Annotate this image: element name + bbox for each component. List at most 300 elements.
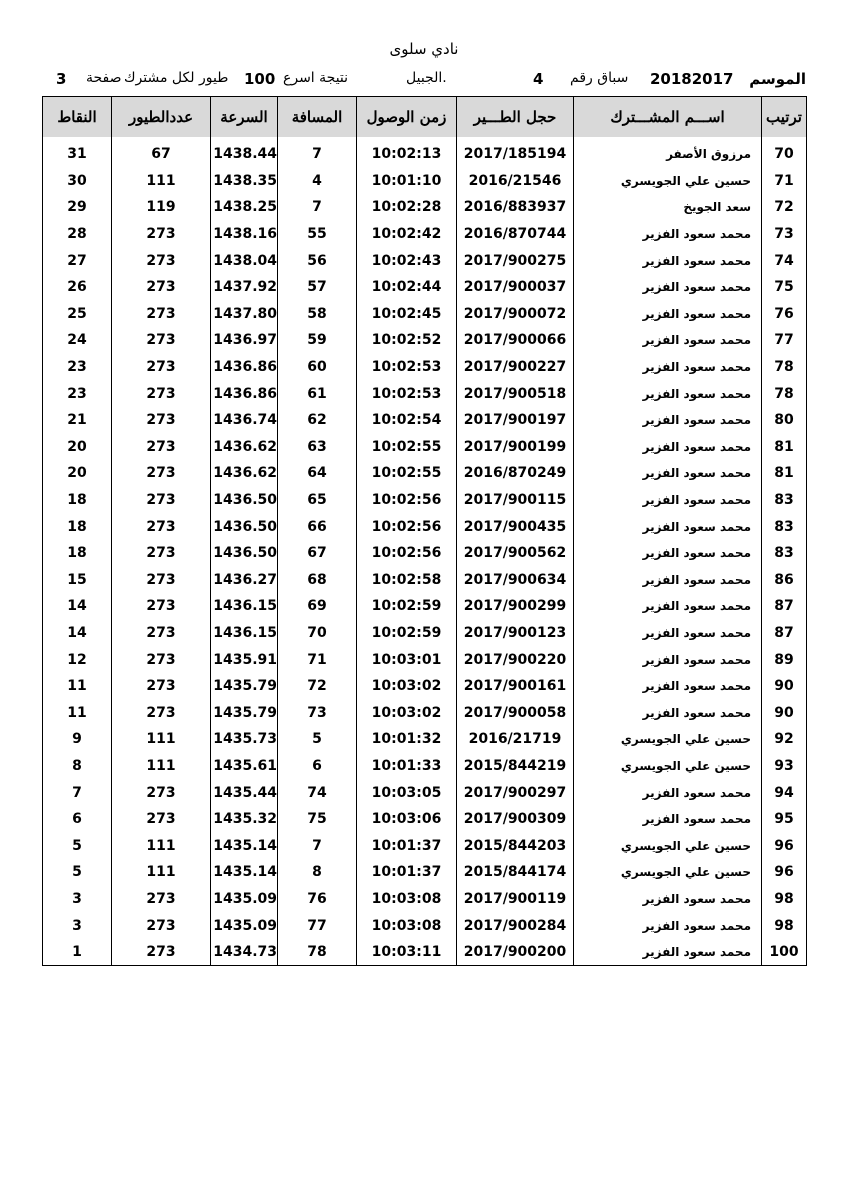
distance-cell: 69 bbox=[278, 593, 357, 620]
ring-cell: 2017/185194 bbox=[457, 141, 574, 168]
speed-cell: 1438.04 bbox=[211, 247, 278, 274]
rank-cell: 77 bbox=[762, 327, 807, 354]
birds-count-cell: 111 bbox=[112, 168, 211, 195]
points-cell: 26 bbox=[43, 274, 112, 301]
speed-cell: 1434.73 bbox=[211, 939, 278, 966]
points-cell: 3 bbox=[43, 886, 112, 913]
distance-cell: 63 bbox=[278, 434, 357, 461]
points-cell: 12 bbox=[43, 646, 112, 673]
member-name-cell: محمد سعود الفزير bbox=[574, 646, 762, 673]
distance-cell: 74 bbox=[278, 779, 357, 806]
rank-cell: 83 bbox=[762, 513, 807, 540]
distance-cell: 73 bbox=[278, 699, 357, 726]
arrival-time-cell: 10:02:56 bbox=[357, 487, 457, 514]
arrival-time-cell: 10:03:08 bbox=[357, 886, 457, 913]
col-points: النقاط bbox=[43, 97, 112, 138]
points-cell: 11 bbox=[43, 673, 112, 700]
member-name-cell: محمد سعود الفزير bbox=[574, 487, 762, 514]
member-name-cell: محمد سعود الفزير bbox=[574, 247, 762, 274]
distance-cell: 5 bbox=[278, 726, 357, 753]
member-name-cell: حسين علي الجويسري bbox=[574, 726, 762, 753]
result-label: نتيجة اسرع bbox=[283, 70, 349, 86]
table-row bbox=[43, 301, 807, 328]
speed-cell: 1437.80 bbox=[211, 301, 278, 328]
member-name-cell: محمد سعود الفزير bbox=[574, 380, 762, 407]
birds-count-cell: 273 bbox=[112, 567, 211, 594]
result-count: 100 bbox=[244, 70, 276, 88]
results-table bbox=[42, 96, 807, 966]
distance-cell: 7 bbox=[278, 832, 357, 859]
points-cell: 21 bbox=[43, 407, 112, 434]
ring-cell: 2016/870744 bbox=[457, 221, 574, 248]
distance-cell: 75 bbox=[278, 806, 357, 833]
col-member: اســـم المشـــترك bbox=[574, 97, 762, 138]
distance-cell: 7 bbox=[278, 141, 357, 168]
arrival-time-cell: 10:01:10 bbox=[357, 168, 457, 195]
table-row bbox=[43, 354, 807, 381]
arrival-time-cell: 10:01:33 bbox=[357, 753, 457, 780]
points-cell: 5 bbox=[43, 832, 112, 859]
rank-cell: 70 bbox=[762, 141, 807, 168]
rank-cell: 90 bbox=[762, 699, 807, 726]
distance-cell: 76 bbox=[278, 886, 357, 913]
member-name-cell: محمد سعود الفزير bbox=[574, 221, 762, 248]
birds-count-cell: 273 bbox=[112, 327, 211, 354]
speed-cell: 1438.44 bbox=[211, 141, 278, 168]
points-cell: 18 bbox=[43, 540, 112, 567]
rank-cell: 94 bbox=[762, 779, 807, 806]
table-row bbox=[43, 806, 807, 833]
birds-count-cell: 273 bbox=[112, 247, 211, 274]
ring-cell: 2017/900058 bbox=[457, 699, 574, 726]
speed-cell: 1435.91 bbox=[211, 646, 278, 673]
arrival-time-cell: 10:03:06 bbox=[357, 806, 457, 833]
table-row bbox=[43, 939, 807, 966]
distance-cell: 65 bbox=[278, 487, 357, 514]
birds-count-cell: 111 bbox=[112, 832, 211, 859]
points-cell: 15 bbox=[43, 567, 112, 594]
points-cell: 23 bbox=[43, 380, 112, 407]
points-cell: 24 bbox=[43, 327, 112, 354]
distance-cell: 60 bbox=[278, 354, 357, 381]
speed-cell: 1436.27 bbox=[211, 567, 278, 594]
arrival-time-cell: 10:01:37 bbox=[357, 859, 457, 886]
member-name-cell: محمد سعود الفزير bbox=[574, 301, 762, 328]
distance-cell: 57 bbox=[278, 274, 357, 301]
ring-cell: 2016/883937 bbox=[457, 194, 574, 221]
points-cell: 3 bbox=[43, 912, 112, 939]
table-row bbox=[43, 567, 807, 594]
ring-cell: 2017/900435 bbox=[457, 513, 574, 540]
ring-cell: 2017/900518 bbox=[457, 380, 574, 407]
rank-cell: 80 bbox=[762, 407, 807, 434]
ring-cell: 2017/900037 bbox=[457, 274, 574, 301]
speed-cell: 1437.92 bbox=[211, 274, 278, 301]
arrival-time-cell: 10:02:59 bbox=[357, 620, 457, 647]
rank-cell: 75 bbox=[762, 274, 807, 301]
points-cell: 11 bbox=[43, 699, 112, 726]
distance-cell: 58 bbox=[278, 301, 357, 328]
distance-cell: 71 bbox=[278, 646, 357, 673]
member-name-cell: محمد سعود الفزير bbox=[574, 327, 762, 354]
points-cell: 9 bbox=[43, 726, 112, 753]
rank-cell: 90 bbox=[762, 673, 807, 700]
birds-count-cell: 111 bbox=[112, 859, 211, 886]
race-value: 4 bbox=[533, 70, 544, 88]
table-row bbox=[43, 513, 807, 540]
ring-cell: 2015/844203 bbox=[457, 832, 574, 859]
points-cell: 25 bbox=[43, 301, 112, 328]
speed-cell: 1438.16 bbox=[211, 221, 278, 248]
points-cell: 29 bbox=[43, 194, 112, 221]
table-row bbox=[43, 168, 807, 195]
birds-count-cell: 273 bbox=[112, 699, 211, 726]
ring-cell: 2017/900123 bbox=[457, 620, 574, 647]
table-row bbox=[43, 646, 807, 673]
speed-cell: 1435.09 bbox=[211, 912, 278, 939]
distance-cell: 72 bbox=[278, 673, 357, 700]
birds-count-cell: 111 bbox=[112, 753, 211, 780]
table-row bbox=[43, 886, 807, 913]
speed-cell: 1435.14 bbox=[211, 832, 278, 859]
rank-cell: 83 bbox=[762, 487, 807, 514]
birds-count-cell: 273 bbox=[112, 939, 211, 966]
ring-cell: 2017/900197 bbox=[457, 407, 574, 434]
table-row bbox=[43, 699, 807, 726]
birds-count-cell: 273 bbox=[112, 673, 211, 700]
birds-count-cell: 273 bbox=[112, 380, 211, 407]
points-cell: 31 bbox=[43, 141, 112, 168]
birds-count-cell: 273 bbox=[112, 779, 211, 806]
table-row bbox=[43, 434, 807, 461]
table-row bbox=[43, 327, 807, 354]
ring-cell: 2017/900227 bbox=[457, 354, 574, 381]
arrival-time-cell: 10:02:43 bbox=[357, 247, 457, 274]
points-cell: 23 bbox=[43, 354, 112, 381]
ring-cell: 2017/900066 bbox=[457, 327, 574, 354]
speed-cell: 1436.86 bbox=[211, 380, 278, 407]
ring-cell: 2017/900562 bbox=[457, 540, 574, 567]
arrival-time-cell: 10:02:58 bbox=[357, 567, 457, 594]
distance-cell: 61 bbox=[278, 380, 357, 407]
rank-cell: 89 bbox=[762, 646, 807, 673]
ring-cell: 2017/900284 bbox=[457, 912, 574, 939]
season-label: الموسم bbox=[749, 70, 806, 88]
member-name-cell: محمد سعود الفزير bbox=[574, 779, 762, 806]
birds-count-cell: 119 bbox=[112, 194, 211, 221]
distance-cell: 68 bbox=[278, 567, 357, 594]
distance-cell: 6 bbox=[278, 753, 357, 780]
arrival-time-cell: 10:02:53 bbox=[357, 354, 457, 381]
birds-count-cell: 273 bbox=[112, 806, 211, 833]
distance-cell: 56 bbox=[278, 247, 357, 274]
distance-cell: 77 bbox=[278, 912, 357, 939]
speed-cell: 1435.09 bbox=[211, 886, 278, 913]
arrival-time-cell: 10:01:37 bbox=[357, 832, 457, 859]
member-name-cell: محمد سعود الفزير bbox=[574, 939, 762, 966]
table-row bbox=[43, 726, 807, 753]
speed-cell: 1436.74 bbox=[211, 407, 278, 434]
rank-cell: 76 bbox=[762, 301, 807, 328]
col-rank: ترتيب bbox=[762, 97, 807, 138]
speed-cell: 1436.15 bbox=[211, 593, 278, 620]
page-number: 3 bbox=[56, 70, 67, 88]
header-row bbox=[43, 97, 807, 138]
rank-cell: 100 bbox=[762, 939, 807, 966]
distance-cell: 55 bbox=[278, 221, 357, 248]
rank-cell: 86 bbox=[762, 567, 807, 594]
arrival-time-cell: 10:03:01 bbox=[357, 646, 457, 673]
member-name-cell: محمد سعود الفزير bbox=[574, 434, 762, 461]
rank-cell: 87 bbox=[762, 593, 807, 620]
speed-cell: 1436.86 bbox=[211, 354, 278, 381]
table-row bbox=[43, 487, 807, 514]
distance-cell: 8 bbox=[278, 859, 357, 886]
points-cell: 20 bbox=[43, 434, 112, 461]
member-name-cell: محمد سعود الفزير bbox=[574, 912, 762, 939]
birds-count-cell: 273 bbox=[112, 274, 211, 301]
arrival-time-cell: 10:03:11 bbox=[357, 939, 457, 966]
ring-cell: 2017/900220 bbox=[457, 646, 574, 673]
location: الجبيل. bbox=[406, 70, 447, 86]
rank-cell: 83 bbox=[762, 540, 807, 567]
points-cell: 6 bbox=[43, 806, 112, 833]
rank-cell: 78 bbox=[762, 354, 807, 381]
distance-cell: 62 bbox=[278, 407, 357, 434]
birds-count-cell: 273 bbox=[112, 513, 211, 540]
col-distance: المسافة bbox=[278, 97, 357, 138]
ring-cell: 2017/900200 bbox=[457, 939, 574, 966]
distance-cell: 4 bbox=[278, 168, 357, 195]
table-row bbox=[43, 912, 807, 939]
birds-count-cell: 273 bbox=[112, 434, 211, 461]
arrival-time-cell: 10:02:13 bbox=[357, 141, 457, 168]
rank-cell: 93 bbox=[762, 753, 807, 780]
table-row bbox=[43, 620, 807, 647]
table-row bbox=[43, 673, 807, 700]
points-cell: 1 bbox=[43, 939, 112, 966]
race-label: سباق رقم bbox=[570, 70, 629, 86]
member-name-cell: محمد سعود الفزير bbox=[574, 699, 762, 726]
ring-cell: 2017/900199 bbox=[457, 434, 574, 461]
member-name-cell: محمد سعود الفزير bbox=[574, 354, 762, 381]
arrival-time-cell: 10:03:05 bbox=[357, 779, 457, 806]
arrival-time-cell: 10:02:42 bbox=[357, 221, 457, 248]
speed-cell: 1435.44 bbox=[211, 779, 278, 806]
ring-cell: 2017/900119 bbox=[457, 886, 574, 913]
member-name-cell: محمد سعود الفزير bbox=[574, 593, 762, 620]
birds-count-cell: 273 bbox=[112, 540, 211, 567]
arrival-time-cell: 10:02:59 bbox=[357, 593, 457, 620]
table-row bbox=[43, 221, 807, 248]
rank-cell: 95 bbox=[762, 806, 807, 833]
rank-cell: 87 bbox=[762, 620, 807, 647]
points-cell: 30 bbox=[43, 168, 112, 195]
ring-cell: 2017/900161 bbox=[457, 673, 574, 700]
ring-cell: 2017/900115 bbox=[457, 487, 574, 514]
points-cell: 7 bbox=[43, 779, 112, 806]
points-cell: 18 bbox=[43, 487, 112, 514]
speed-cell: 1435.14 bbox=[211, 859, 278, 886]
points-cell: 5 bbox=[43, 859, 112, 886]
birds-count-cell: 273 bbox=[112, 354, 211, 381]
table-row bbox=[43, 779, 807, 806]
distance-cell: 64 bbox=[278, 460, 357, 487]
speed-cell: 1435.32 bbox=[211, 806, 278, 833]
arrival-time-cell: 10:03:02 bbox=[357, 699, 457, 726]
birds-count-cell: 273 bbox=[112, 912, 211, 939]
ring-cell: 2017/900297 bbox=[457, 779, 574, 806]
season-value: 20182017 bbox=[650, 70, 734, 88]
speed-cell: 1436.62 bbox=[211, 460, 278, 487]
ring-cell: 2016/21546 bbox=[457, 168, 574, 195]
rank-cell: 96 bbox=[762, 859, 807, 886]
speed-cell: 1438.25 bbox=[211, 194, 278, 221]
table-row bbox=[43, 141, 807, 168]
member-name-cell: محمد سعود الفزير bbox=[574, 460, 762, 487]
table-row bbox=[43, 540, 807, 567]
arrival-time-cell: 10:02:55 bbox=[357, 434, 457, 461]
rank-cell: 78 bbox=[762, 380, 807, 407]
arrival-time-cell: 10:02:53 bbox=[357, 380, 457, 407]
ring-cell: 2017/900072 bbox=[457, 301, 574, 328]
table-row bbox=[43, 274, 807, 301]
arrival-time-cell: 10:02:28 bbox=[357, 194, 457, 221]
arrival-time-cell: 10:02:56 bbox=[357, 540, 457, 567]
member-name-cell: محمد سعود الفزير bbox=[574, 274, 762, 301]
points-cell: 20 bbox=[43, 460, 112, 487]
distance-cell: 78 bbox=[278, 939, 357, 966]
speed-cell: 1435.79 bbox=[211, 673, 278, 700]
member-name-cell: حسين علي الجويسري bbox=[574, 832, 762, 859]
distance-cell: 70 bbox=[278, 620, 357, 647]
birds-count-cell: 273 bbox=[112, 460, 211, 487]
rank-cell: 98 bbox=[762, 886, 807, 913]
table-row bbox=[43, 247, 807, 274]
birds-count-cell: 273 bbox=[112, 221, 211, 248]
table-row bbox=[43, 380, 807, 407]
arrival-time-cell: 10:02:56 bbox=[357, 513, 457, 540]
points-cell: 28 bbox=[43, 221, 112, 248]
member-name-cell: مرزوق الأصفر bbox=[574, 141, 762, 168]
speed-cell: 1436.62 bbox=[211, 434, 278, 461]
table-row bbox=[43, 407, 807, 434]
col-arrival: زمن الوصول bbox=[357, 97, 457, 138]
ring-cell: 2015/844219 bbox=[457, 753, 574, 780]
club-title: نادي سلوى bbox=[389, 40, 459, 58]
birds-count-cell: 273 bbox=[112, 301, 211, 328]
speed-cell: 1436.15 bbox=[211, 620, 278, 647]
member-name-cell: محمد سعود الفزير bbox=[574, 673, 762, 700]
birds-count-cell: 111 bbox=[112, 726, 211, 753]
distance-cell: 67 bbox=[278, 540, 357, 567]
speed-cell: 1436.50 bbox=[211, 513, 278, 540]
points-cell: 18 bbox=[43, 513, 112, 540]
arrival-time-cell: 10:03:08 bbox=[357, 912, 457, 939]
ring-cell: 2017/900275 bbox=[457, 247, 574, 274]
col-ring: حجل الطـــير bbox=[457, 97, 574, 138]
rank-cell: 81 bbox=[762, 434, 807, 461]
ring-cell: 2017/900299 bbox=[457, 593, 574, 620]
ring-cell: 2017/900634 bbox=[457, 567, 574, 594]
member-name-cell: سعد الجويخ bbox=[574, 194, 762, 221]
arrival-time-cell: 10:03:02 bbox=[357, 673, 457, 700]
arrival-time-cell: 10:02:55 bbox=[357, 460, 457, 487]
member-name-cell: محمد سعود الفزير bbox=[574, 407, 762, 434]
member-name-cell: محمد سعود الفزير bbox=[574, 567, 762, 594]
birds-count-cell: 273 bbox=[112, 593, 211, 620]
arrival-time-cell: 10:02:52 bbox=[357, 327, 457, 354]
table-row bbox=[43, 832, 807, 859]
ring-cell: 2017/900309 bbox=[457, 806, 574, 833]
member-name-cell: محمد سعود الفزير bbox=[574, 540, 762, 567]
rank-cell: 74 bbox=[762, 247, 807, 274]
table-row bbox=[43, 460, 807, 487]
birds-count-cell: 273 bbox=[112, 620, 211, 647]
member-name-cell: حسين علي الجويسري bbox=[574, 859, 762, 886]
rank-cell: 92 bbox=[762, 726, 807, 753]
table-row bbox=[43, 859, 807, 886]
member-name-cell: محمد سعود الفزير bbox=[574, 806, 762, 833]
arrival-time-cell: 10:02:45 bbox=[357, 301, 457, 328]
rank-cell: 73 bbox=[762, 221, 807, 248]
member-name-cell: محمد سعود الفزير bbox=[574, 620, 762, 647]
table-row bbox=[43, 753, 807, 780]
arrival-time-cell: 10:02:54 bbox=[357, 407, 457, 434]
rank-cell: 96 bbox=[762, 832, 807, 859]
rank-cell: 81 bbox=[762, 460, 807, 487]
speed-cell: 1435.61 bbox=[211, 753, 278, 780]
member-name-cell: حسين علي الجويسري bbox=[574, 168, 762, 195]
points-cell: 14 bbox=[43, 620, 112, 647]
table-row bbox=[43, 593, 807, 620]
speed-cell: 1436.50 bbox=[211, 540, 278, 567]
col-speed: السرعة bbox=[211, 97, 278, 138]
speed-cell: 1436.97 bbox=[211, 327, 278, 354]
ring-cell: 2016/870249 bbox=[457, 460, 574, 487]
distance-cell: 7 bbox=[278, 194, 357, 221]
speed-cell: 1436.50 bbox=[211, 487, 278, 514]
points-cell: 14 bbox=[43, 593, 112, 620]
member-name-cell: محمد سعود الفزير bbox=[574, 886, 762, 913]
points-cell: 8 bbox=[43, 753, 112, 780]
page-label: صفحة bbox=[86, 70, 122, 86]
rank-cell: 98 bbox=[762, 912, 807, 939]
arrival-time-cell: 10:02:44 bbox=[357, 274, 457, 301]
speed-cell: 1435.79 bbox=[211, 699, 278, 726]
col-birds: عددالطيور bbox=[112, 97, 211, 138]
arrival-time-cell: 10:01:32 bbox=[357, 726, 457, 753]
speed-cell: 1435.73 bbox=[211, 726, 278, 753]
distance-cell: 59 bbox=[278, 327, 357, 354]
ring-cell: 2016/21719 bbox=[457, 726, 574, 753]
rank-cell: 71 bbox=[762, 168, 807, 195]
distance-cell: 66 bbox=[278, 513, 357, 540]
ring-cell: 2015/844174 bbox=[457, 859, 574, 886]
birds-count-cell: 273 bbox=[112, 407, 211, 434]
member-name-cell: محمد سعود الفزير bbox=[574, 513, 762, 540]
speed-cell: 1438.35 bbox=[211, 168, 278, 195]
table-row bbox=[43, 194, 807, 221]
rank-cell: 72 bbox=[762, 194, 807, 221]
points-cell: 27 bbox=[43, 247, 112, 274]
birds-count-cell: 273 bbox=[112, 886, 211, 913]
birds-count-cell: 273 bbox=[112, 487, 211, 514]
birds-count-cell: 273 bbox=[112, 646, 211, 673]
birds-per-member: طيور لكل مشترك bbox=[124, 70, 229, 86]
member-name-cell: حسين علي الجويسري bbox=[574, 753, 762, 780]
birds-count-cell: 67 bbox=[112, 141, 211, 168]
